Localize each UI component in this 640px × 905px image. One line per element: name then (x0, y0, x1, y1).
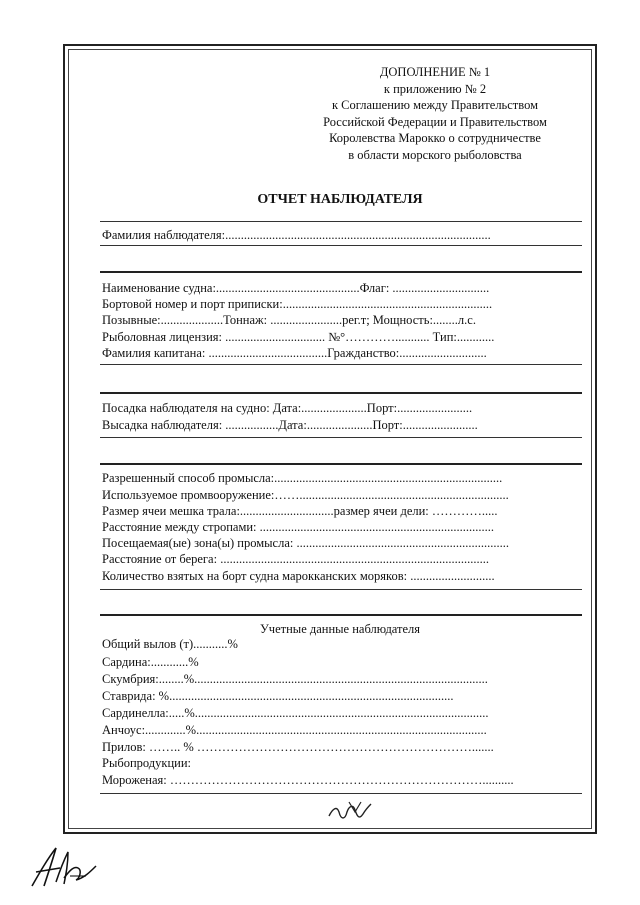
section-rule (100, 245, 582, 246)
captain-name-field: Фамилия капитана: ......................................Гражданство:............................ (102, 346, 487, 360)
fishing-license-field: Рыболовная лицензия: ................................ №°…………........... Тип:............ (102, 330, 495, 344)
mackerel-field: Скумбрия:........%.............................................................................................. (102, 672, 488, 686)
initials-mark (325, 798, 375, 828)
total-catch-field: Общий вылов (т)...........% (102, 637, 238, 651)
anchovy-field: Анчоус:.............%............................................................................................. (102, 723, 487, 737)
moroccan-sailors-field: Количество взятых на борт судна марокканских моряков: ........................... (102, 569, 495, 583)
shore-distance-field: Расстояние от берега: ...................................................................................... (102, 552, 489, 566)
header-line: к приложению № 2 (383, 81, 487, 96)
fish-products-label: Рыбопродукции: (102, 756, 192, 770)
sardinella-field: Сардинелла:.....%.............................................................................................. (102, 706, 489, 720)
vessel-number-field: Бортовой номер и порт приписки:................................................................... (102, 297, 493, 311)
disembark-field: Высадка наблюдателя: .................Дата:.....................Порт:........................ (102, 418, 478, 432)
vessel-callsign-field: Позывные:....................Тоннаж: .......................рег.т; Мощность:........л.с. (102, 313, 476, 327)
section-rule (100, 364, 582, 365)
sling-distance-field: Расстояние между стропами: ........................................................................... (102, 520, 495, 534)
section-rule (100, 463, 582, 465)
records-heading: Учетные данные наблюдателя (259, 622, 421, 636)
section-rule (100, 793, 582, 794)
document-title: ОТЧЕТ НАБЛЮДАТЕЛЯ (257, 192, 423, 207)
embark-field: Посадка наблюдателя на судно: Дата:.....................Порт:........................ (102, 401, 473, 415)
fishing-zone-field: Посещаемая(ые) зона(ы) промысла: .................................................................... (102, 536, 509, 550)
section-rule (100, 614, 582, 616)
header-line: Королевства Марокко о сотрудничестве (329, 131, 541, 145)
bycatch-field: Прилов: …….. % …………………………………………………………....... (102, 740, 494, 754)
mesh-size-field: Размер ячеи мешка трала:..............................размер ячеи дели: …………..... (102, 504, 498, 518)
frozen-field: Мороженая: ………………………………………………………………….......... (102, 773, 514, 787)
observer-name-field: Фамилия наблюдателя:..................................................................................... (102, 228, 491, 242)
document-header (280, 64, 590, 163)
header-line: в области морского рыболовства (348, 147, 522, 162)
fishing-method-field: Разрешенный способ промысла:......................................................................... (102, 471, 503, 485)
section-rule (100, 437, 582, 438)
section-rule (100, 392, 582, 394)
header-line: Российской Федерации и Правительством (323, 114, 547, 129)
horse-mackerel-field: Ставрида: %........................................................................................... (102, 689, 454, 703)
header-line: к Соглашению между Правительством (331, 98, 539, 112)
section-rule (100, 221, 582, 222)
fishing-gear-field: Используемое промвооружение:……................................................................... (102, 488, 509, 502)
section-rule (100, 589, 582, 590)
signature (26, 842, 106, 890)
header-line: ДОПОЛНЕНИЕ № 1 (379, 65, 491, 79)
sardine-field: Сардина:............% (102, 655, 199, 669)
section-rule (100, 271, 582, 273)
vessel-name-field: Наименование судна:..............................................Флаг: ............................... (102, 281, 490, 295)
